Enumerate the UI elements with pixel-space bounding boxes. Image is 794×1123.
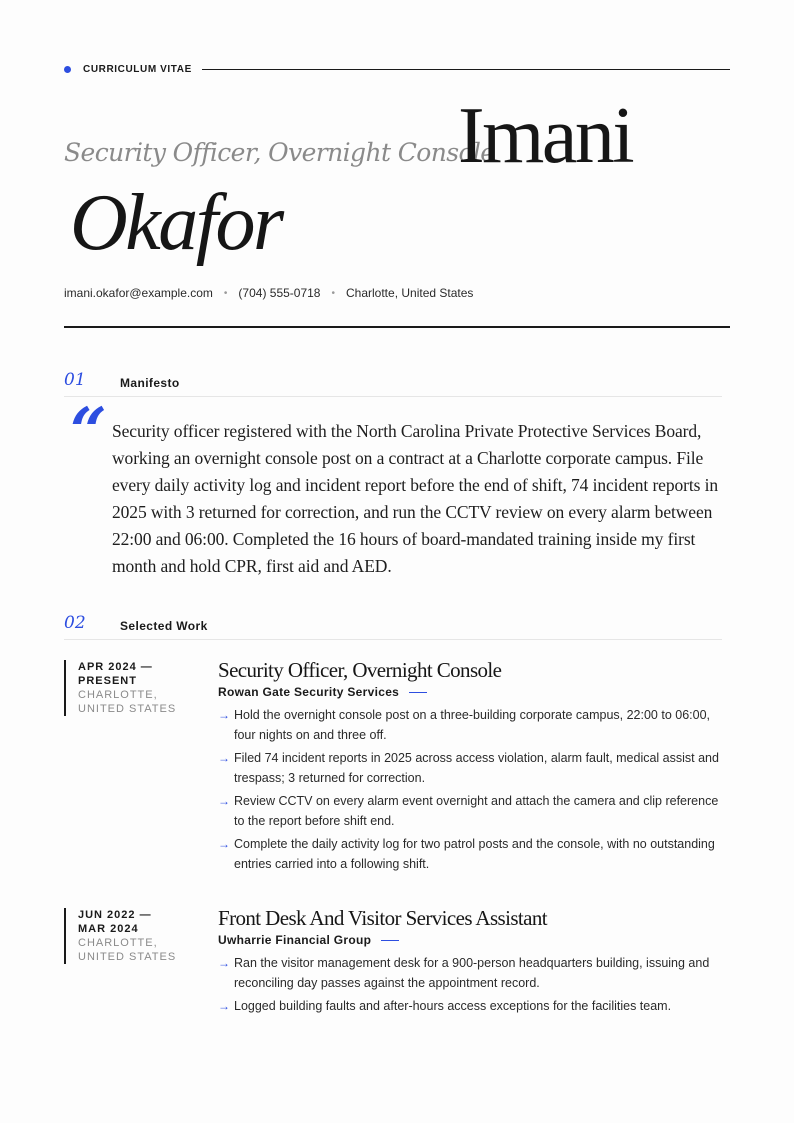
company-name: Rowan Gate Security Services [218, 685, 400, 699]
arrow-right-icon: → [218, 751, 230, 765]
manifesto-text: Security officer registered with the North Carolina Private Protective Services Board, working an overnight console post on a contract at a Charlotte corporate campus. File every daily activity log and incident report before the end of shift, 74 incident reports in 2025 with 3 returned for correction, and run the CCTV review on every alarm between 22:00 and 06:00. Completed the 16 hours of board-mandated training inside my first month and hold CPR, first aid and AED. [112, 421, 719, 576]
contact-separator: • [223, 287, 228, 299]
job-role: Front Desk And Visitor Services Assistant [218, 906, 548, 930]
job-content [218, 905, 730, 1019]
dot-icon [64, 66, 71, 73]
section-number: 01 [64, 370, 86, 390]
list-item [218, 705, 730, 745]
job-location: CHARLOTTE, [78, 689, 158, 701]
job-content [218, 657, 730, 877]
list-item [218, 791, 730, 831]
arrow-right-icon: → [218, 999, 230, 1013]
bullet-text: Ran the visitor management desk for a 900-person headquarters building, issuing and reconciling day passes against the appointment record. [234, 956, 710, 990]
job-meta [64, 908, 198, 964]
quote-mark-icon: “ [70, 394, 107, 469]
bullet-text: Complete the daily activity log for two patrol posts and the console, with no outstanding entries carried into a following shift. [234, 837, 715, 871]
job-dates: JUN 2022 — [78, 909, 152, 921]
company-name: Uwharrie Financial Group [218, 933, 372, 947]
first-name: Imani [458, 92, 633, 180]
eyebrow-label: CURRICULUM VITAE [83, 63, 192, 75]
job-role: Security Officer, Overnight Console [218, 658, 502, 682]
job-location: UNITED STATES [78, 703, 177, 715]
job-bullets [218, 953, 730, 1016]
bullet-text: Logged building faults and after-hours access exceptions for the facilities team. [234, 999, 672, 1013]
role-title: Security Officer, Overnight Console [64, 138, 495, 167]
section-number: 02 [64, 613, 86, 633]
job-location: UNITED STATES [78, 951, 177, 963]
list-item [218, 748, 730, 788]
arrow-right-icon: → [218, 708, 230, 722]
arrow-right-icon: → [218, 837, 230, 851]
job-dates: APR 2024 — [78, 661, 153, 673]
section-title: Selected Work [120, 619, 208, 633]
job-dates: PRESENT [78, 675, 137, 687]
bullet-text: Hold the overnight console post on a three-building corporate campus, 22:00 to 06:00, four nights on and three off. [234, 708, 711, 742]
last-name: Okafor [70, 179, 282, 267]
eyebrow-rule [202, 69, 730, 70]
job-location: CHARLOTTE, [78, 937, 158, 949]
job-meta [64, 660, 198, 716]
contact-separator: • [331, 287, 335, 299]
header-divider [64, 326, 730, 328]
job-bullets [218, 705, 730, 874]
list-item [218, 953, 730, 993]
bullet-text: Review CCTV on every alarm event overnight and attach the camera and clip reference to the report before shift end. [234, 794, 719, 828]
bullet-text: Filed 74 incident reports in 2025 across access violation, alarm fault, medical assist and trespass; 3 returned for correction. [234, 751, 719, 785]
arrow-right-icon: → [218, 956, 230, 970]
contact-line [64, 286, 473, 300]
job-dates: MAR 2024 [78, 923, 139, 935]
job-company [218, 933, 730, 947]
company-dash [381, 940, 399, 941]
section-title: Manifesto [120, 376, 180, 390]
phone-link[interactable]: (704) 555-0718 [238, 286, 321, 300]
email-link[interactable]: imani.okafor@example.com [64, 286, 213, 300]
section-header-work [64, 613, 722, 640]
arrow-right-icon: → [218, 794, 230, 808]
list-item [218, 834, 730, 874]
section-header-manifesto [64, 370, 722, 397]
job-company [218, 685, 730, 699]
location-text: Charlotte, United States [346, 286, 474, 300]
eyebrow [64, 62, 730, 76]
list-item [218, 996, 730, 1016]
company-dash [409, 692, 427, 693]
